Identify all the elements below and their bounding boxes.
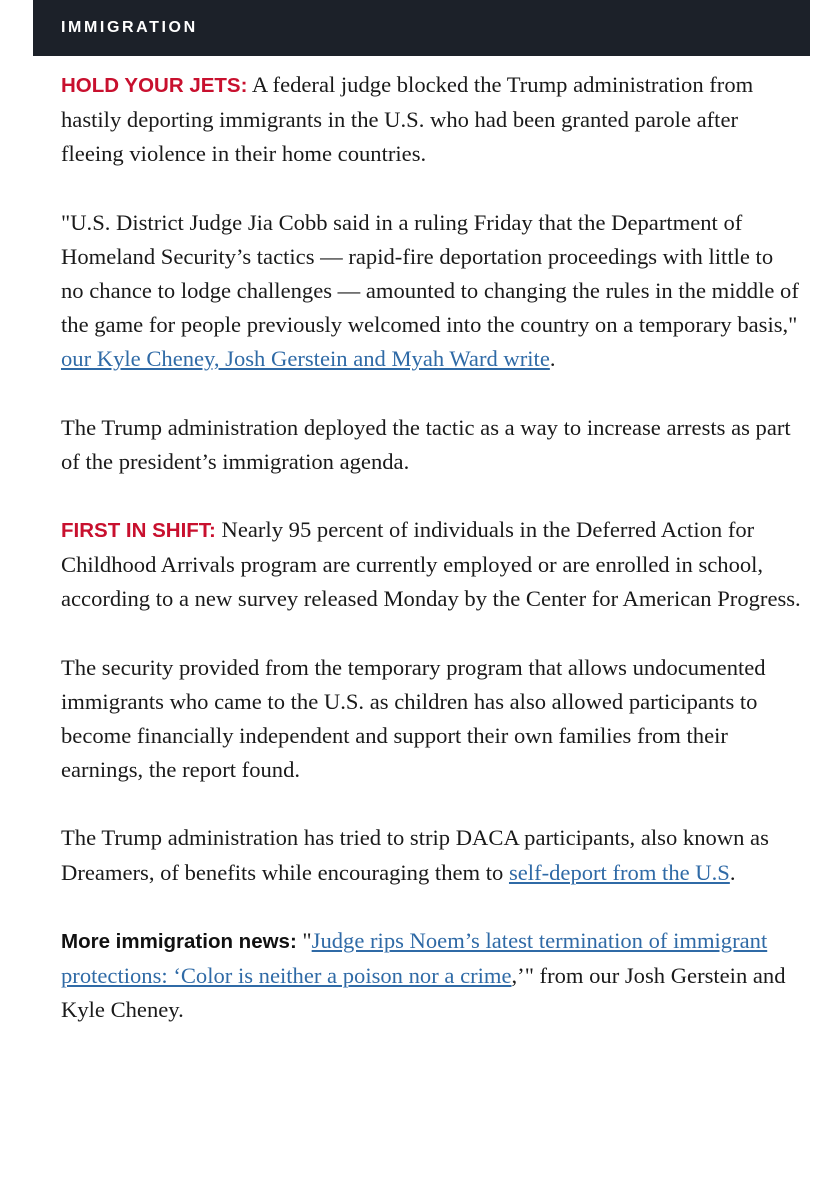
paragraph-text: "U.S. District Judge Jia Cobb said in a ruling Friday that the Department of Homeland Security’s tactics — rapid-fire deportation proceedings with little to no chance to lodge challenges — amounted to changing the rules in the middle of the game for people previously welcomed into the country on a temporary basis," [61, 209, 799, 338]
paragraph-dreamers [61, 821, 801, 889]
self-deport-link[interactable]: self-deport from the U.S [508, 859, 730, 885]
paragraph-text: ,’" from our Josh Gerstein and Kyle Cheney. [61, 963, 786, 1023]
paragraph-more-news [61, 924, 801, 1028]
paragraph-text: Nearly 95 percent of individuals in the Deferred Action for Childhood Arrivals program are currently employed or are enrolled in school, according to a new survey released Monday by the Center for American Progress. [61, 517, 801, 612]
paragraph-judge-quote [61, 206, 801, 377]
article-body [61, 68, 801, 1061]
paragraph-text: The security provided from the temporary program that allows undocumented immigrants who came to the U.S. as children has also allowed participants to become financially independent and support their own families from their earnings, the report found. [61, 654, 766, 783]
paragraph-first-in-shift [61, 513, 801, 617]
paragraph-quote-open: " [296, 927, 312, 953]
paragraph-punctuation: . [729, 859, 736, 885]
paragraph-hold-your-jets [61, 68, 801, 172]
noem-article-link[interactable]: Judge rips Noem’s latest termination of immigrant protections: ‘Color is neither a poison nor a crime [61, 927, 768, 989]
paragraph-text: A federal judge blocked the Trump administration from hastily deporting immigrants in the U.S. who had been granted parole after fleeing violence in their home countries. [61, 72, 754, 167]
paragraph-punctuation: . [549, 346, 556, 372]
paragraph-security [61, 651, 801, 788]
authors-link[interactable]: our Kyle Cheney, Josh Gerstein and Myah Ward write [61, 346, 550, 372]
paragraph-text: The Trump administration has tried to strip DACA participants, also known as Dreamers, of benefits while encouraging them to [61, 825, 769, 885]
paragraph-tactic [61, 411, 801, 479]
kicker-more-news: More immigration news: [61, 929, 297, 953]
kicker-hold-your-jets: HOLD YOUR JETS: [61, 74, 248, 97]
kicker-first-in-shift: FIRST IN SHIFT: [61, 519, 216, 543]
paragraph-text: The Trump administration deployed the tactic as a way to increase arrests as part of the president’s immigration agenda. [61, 414, 791, 474]
section-label: IMMIGRATION [61, 19, 198, 36]
section-header [33, 0, 810, 56]
